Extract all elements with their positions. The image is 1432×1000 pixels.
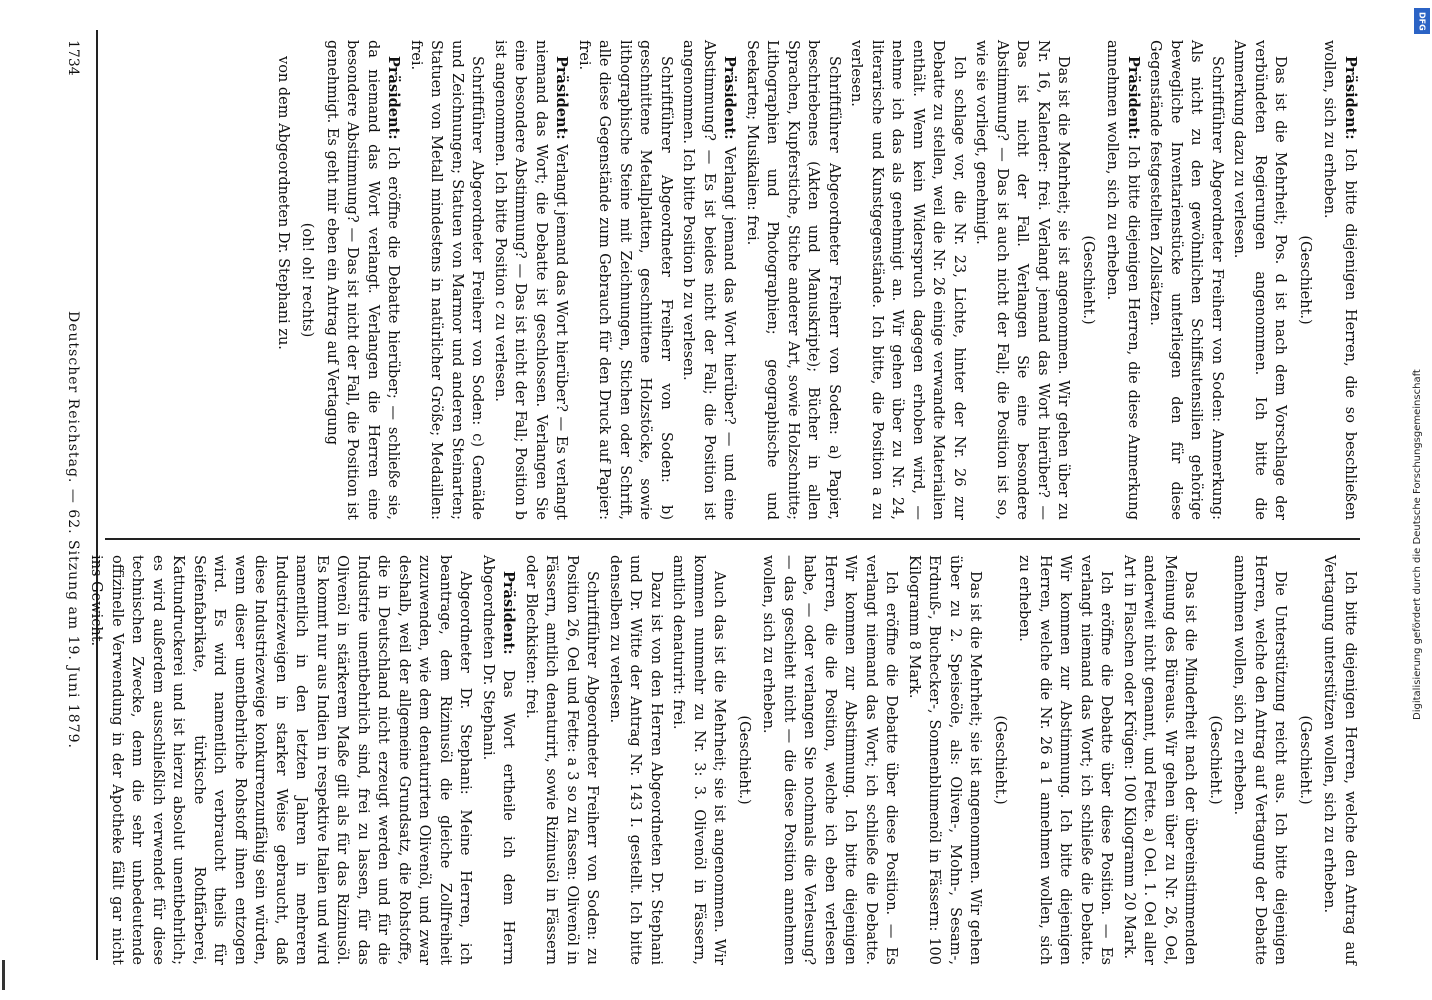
- paragraph: [521, 555, 603, 965]
- paragraph: [668, 555, 730, 965]
- paragraph-text: Dazu ist von den Herren Abgeordneten Dr. Stephani und Dr. Witte der Antrag Nr. 143 I. gestellt. Ich bitte denselben zu verlesen.: [607, 555, 664, 965]
- paragraph: [742, 40, 845, 520]
- paragraph: [904, 555, 986, 965]
- paragraph-text: Ich eröffne die Debatte hierüber; — schließe sie, da niemand das Wort verlangt. Verlangen die Herren eine besondere Abstimmung? — Das ist nicht der Fall, die Position ist genehmigt. Es geht mir eben ein Antrag auf Vertagung: [324, 40, 402, 520]
- paragraph: [273, 40, 294, 520]
- paragraph-text: Das ist die Mehrheit; sie ist angenommen. Wir gehen über zu 2. Speiseöle, als: Oliven-, Mohn-, Sesam-, Erdnuß-, Buchecker-, Sonnenblumenöl in Fässern: 100 Kilogramm 8 Mark.: [906, 555, 984, 965]
- paragraph-text: Ich schlage vor, die Nr. 23, Lichte, hinter der Nr. 26 zur Debatte zu stellen, weil die Nr. 26 einige verwandte Materialien enthält. Wenn kein Widerspruch dagegen erhoben wird, — nehme ich das als genehmigt an. Wir gehen über zu Nr. 24, literarische und Kunstgegenstände. Ich bitte, die Position a zu verlesen.: [848, 40, 967, 520]
- paragraph-text: Schriftführer Abgeordneter Freiherr von Soden: b) geschnittene Metallplatten, geschnittene Holzstöcke, sowie lithographische Steine mit Zeichnungen, Stichen oder Schrift, alle diese Gegenstände zum Gebrauch für den Druck auf Papier: frei.: [576, 40, 674, 520]
- right-column: [88, 555, 1360, 965]
- paragraph: [1229, 40, 1291, 520]
- paragraph-text: Ich bitte diejenigen Herren, welche den Antrag auf Vertagung unterstützen wollen, sich zu erheben.: [1321, 555, 1358, 965]
- paragraph-text: Verlangt jemand das Wort hierüber? — und eine Abstimmung? — Es ist beides nicht der Fall; die Position ist angenommen. Ich bitte Position b zu verlesen.: [680, 40, 738, 521]
- paragraph-text: Das ist die Mehrheit; Pos. d ist nach dem Vorschlage der verbündeten Regierungen angenommen. Ich bitte die Anmerkung dazu zu verlesen.: [1231, 40, 1289, 520]
- stage-direction: (Geschieht.): [992, 715, 1008, 805]
- paragraph: [605, 555, 667, 965]
- paragraph: [678, 40, 740, 520]
- paragraph: [1319, 555, 1360, 965]
- paragraph-text: Abgeordneter Dr. Stephani: Meine Herren, ich beantrage, dem Rizinusöl die gleiche Zollfreiheit zuzuwenden, wie dem denaturirten Olivenöl, und zwar deshalb, weil der allgemeine Grundsatz, die Rohstoffe, die in Deutschland nicht erzeugt werden und für die Industrie unentbehrlich sind, frei zu lassen, für das Olivenöl in stärkerem Maße gilt als für das Rizinusöl. Es kommt nur aus Indien in respektive Italien und wird namentlich in den letzten Jahren in mehreren Industriezweigen in starker Weise gebraucht, daß diese Industriezweige konkurrenzunfähig sein würden, wenn dieser unentbehrliche Rohstoff ihnen entzogen wird. Es wird namentlich verbraucht theils für Seifenfabrikate, türkische Rothfärberei, Kattundruckerei und ist hierzu absolut unentbehrlich; es wird außerdem ausschließlich verwendet für diese technischen Zwecke, denn die sehr unbedeutende offizinelle Verwendung in der Apotheke fällt gar nicht ins Gewicht.: [88, 555, 474, 965]
- paragraph-text: Auch das ist die Mehrheit; sie ist angenommen. Wir kommen nunmehr zu Nr. 3: 3. Olivenöl in Fässern, amtlich denaturirt: frei.: [670, 555, 728, 965]
- paragraph-text: Verlangt jemand das Wort hierüber? — Es verlangt niemand das Wort; die Debatte ist geschlossen. Verlangen Sie eine besondere Abstimmung? — Das ist nicht der Fall; Position b ist angenommen. Ich bitte Position c zu verlesen.: [492, 40, 570, 521]
- scan-edge-mark: [2, 960, 5, 990]
- paragraph: [1145, 40, 1227, 520]
- left-column: [105, 40, 1360, 520]
- running-title: Deutscher Reichstag. — 62. Sitzung am 19. Juni 1879.: [65, 311, 81, 749]
- paragraph-text: Die Unterstützung reicht aus. Ich bitte diejenigen Herren, welche den Antrag auf Vertagung der Debatte annehmen wollen, sich zu erheben.: [1231, 555, 1289, 965]
- dfg-logo: DFG: [1414, 8, 1430, 34]
- paragraph: [1014, 555, 1117, 965]
- paragraph: [490, 40, 572, 520]
- paragraph-text: Ich eröffne die Debatte über diese Position. — Es verlangt niemand das Wort; ich schließe die Debatte. Wir kommen zur Abstimmung. Ich bitte diejenigen Herren, welche die Nr. 26 a 1 annehmen wollen, sich zu erheben.: [1016, 555, 1115, 965]
- page-number: 1734: [65, 40, 81, 76]
- speaker-name: Präsident:: [1342, 56, 1359, 140]
- paragraph-text: Schriftführer Abgeordneter Freiherr von Soden: Anmerkung: Als nicht zu den gewöhnlichen Schiffsutensilien gehörige bewegliche Inventarienstücke unterliegen den für diese Gegenstände festgestellten Zollsätzen.: [1147, 40, 1225, 520]
- paragraph-text: Schriftführer Abgeordneter Freiherr von Soden: zu Position 26, Oel und Fette: a 3 so zu fassen: Olivenöl in Fässern, amtlich denaturirt, sowie Rizinusöl in Fässern oder Blechkisten: frei.: [523, 555, 601, 965]
- stage-direction: (oh! oh! rechts): [299, 222, 316, 338]
- paragraph: [1319, 40, 1360, 520]
- page-header: [58, 40, 88, 960]
- stage-direction: (Geschieht.): [1297, 235, 1313, 325]
- paragraph: [574, 40, 677, 520]
- paragraph-text: von dem Abgeordneten Dr. Stephani zu.: [275, 56, 291, 350]
- column-separator: [105, 538, 1360, 540]
- paragraph: [846, 40, 969, 520]
- stage-direction: (Geschieht.): [1080, 235, 1096, 325]
- paragraph: [322, 40, 404, 520]
- speaker-name: Präsident:: [721, 56, 739, 140]
- paragraph-text: Das ist die Mehrheit; sie ist angenommen. Wir gehen über zu Nr. 16, Kalender: frei. Verlangt jemand das Wort hierüber? — Das ist nicht der Fall. Verlangen Sie eine besondere Abstimmung? — Das ist auch nicht der Fall; die Position ist so, wie sie vorliegt, genehmigt.: [973, 40, 1072, 520]
- paragraph: [478, 555, 519, 965]
- speaker-name: Präsident:: [1125, 56, 1142, 140]
- speaker-name: Präsident:: [385, 56, 403, 140]
- paragraph-text: Ich bitte diejenigen Herren, die so beschließen wollen, sich zu erheben.: [1321, 40, 1358, 521]
- paragraph: [1229, 555, 1291, 965]
- paragraph-text: Ich eröffne die Debatte über diese Position. — Es verlangt niemand das Wort; ich schließe die Debatte. Wir kommen zur Abstimmung. Ich bitte diejenigen Herren, die die Position, welche ich eben verlesen habe, — oder verlangen Sie nochmals die Verlesung? — das geschieht nicht — die diese Position annehmen wollen, sich zu erheben.: [760, 555, 900, 965]
- stage-direction: (Geschieht.): [1207, 715, 1223, 805]
- paragraph-text: Schriftführer Abgeordneter Freiherr von Soden: a) Papier, beschriebenes (Akten und Manuskripte); Bücher in allen Sprachen, Kupferstiche, Stiche anderer Art, sowie Holzschnitte; Lithographien und Photographien; geographische und Seekarten; Musikalien: frei.: [744, 40, 842, 520]
- stage-direction: (Geschieht.): [1297, 715, 1313, 805]
- speaker-name: Präsident:: [500, 571, 518, 655]
- paragraph: [86, 555, 476, 965]
- paragraph: [1102, 40, 1143, 520]
- digitization-credit: Digitalisierung gefördert durch die Deutsche Forschungsgemeinschaft: [1412, 369, 1423, 720]
- paragraph-text: Das Wort ertheile ich dem Herrn Abgeordneten Dr. Stephani.: [480, 555, 517, 965]
- paragraph-text: Das ist die Minderheit nach der übereinstimmenden Meinung des Büreaus. Wir gehen über zu Nr. 26, Oel, anderweit nicht genannt, und Fette. a) Oel. 1. Oel aller Art in Flaschen oder Krügen: 100 Kilogramm 20 Mark.: [1121, 555, 1199, 965]
- stage-direction: (Geschieht.): [736, 715, 752, 805]
- paragraph: [1119, 555, 1201, 965]
- paragraph-text: Schriftführer Abgeordneter Freiherr von Soden: c) Gemälde und Zeichnungen; Statuen von Marmor und anderen Steinarten; Statuen von Metall mindestens in natürlicher Größe; Medaillen: frei.: [408, 40, 486, 520]
- paragraph: [758, 555, 902, 965]
- paragraph: [971, 40, 1074, 520]
- paragraph-text: Ich bitte diejenigen Herren, die diese Anmerkung annehmen wollen, sich zu erheben.: [1104, 40, 1141, 520]
- paragraph: [406, 40, 488, 520]
- speaker-name: Präsident:: [553, 56, 571, 140]
